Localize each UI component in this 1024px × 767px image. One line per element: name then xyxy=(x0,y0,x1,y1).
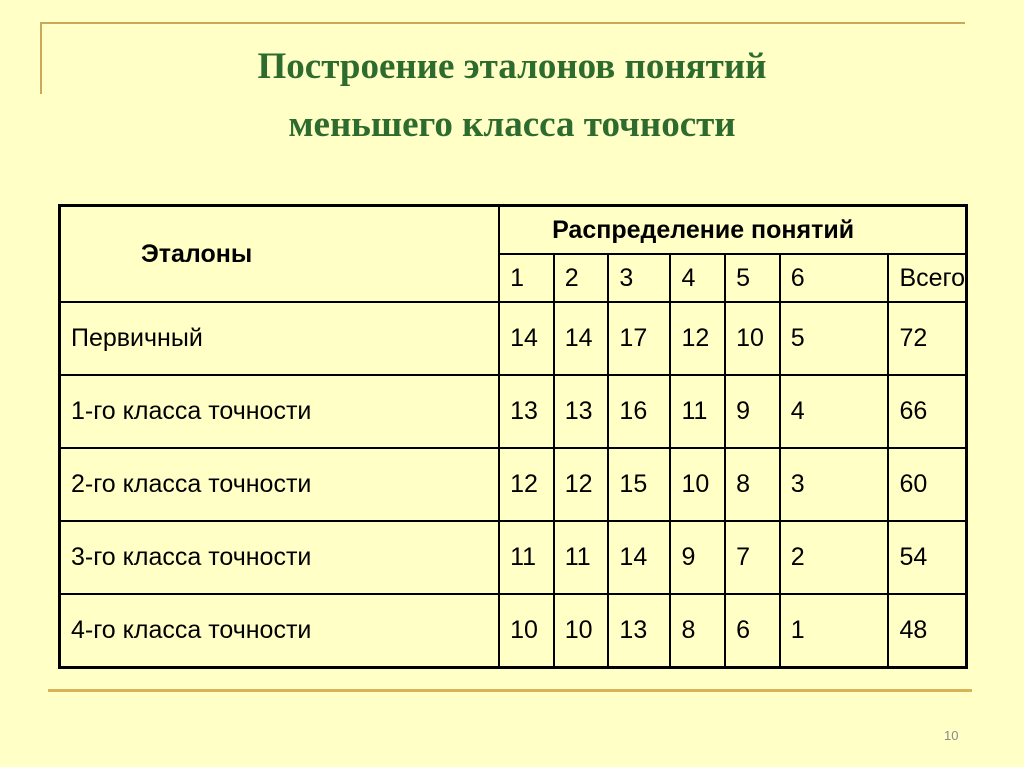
table-cell: 12 xyxy=(670,302,725,375)
row-label: 4-го класса точности xyxy=(60,594,500,668)
table-cell: 11 xyxy=(670,375,725,448)
table-cell: 5 xyxy=(780,302,889,375)
table-header-row xyxy=(60,206,967,255)
row-label: 1-го класса точности xyxy=(60,375,500,448)
table-cell: 3 xyxy=(780,448,889,521)
table-cell: 13 xyxy=(608,594,670,668)
table-cell: 48 xyxy=(888,594,966,668)
table-cell: 10 xyxy=(499,594,554,668)
table-cell: 60 xyxy=(888,448,966,521)
table-cell: 16 xyxy=(608,375,670,448)
table-cell: 12 xyxy=(499,448,554,521)
corner-header: Эталоны xyxy=(60,206,500,303)
table-cell: 7 xyxy=(725,521,780,594)
table-cell: 6 xyxy=(725,594,780,668)
page-number: 10 xyxy=(944,728,959,743)
table-cell: 10 xyxy=(554,594,609,668)
table-cell: 17 xyxy=(608,302,670,375)
column-header: 2 xyxy=(554,254,609,302)
column-header: Всего xyxy=(888,254,966,302)
table-cell: 11 xyxy=(554,521,609,594)
table-cell: 72 xyxy=(888,302,966,375)
table-cell: 54 xyxy=(888,521,966,594)
table-cell: 14 xyxy=(499,302,554,375)
top-rule xyxy=(40,22,965,24)
table-cell: 11 xyxy=(499,521,554,594)
row-label: Первичный xyxy=(60,302,500,375)
slide-title-line-1: Построение эталонов понятий xyxy=(257,46,767,87)
column-header: 4 xyxy=(670,254,725,302)
table-cell: 9 xyxy=(725,375,780,448)
table-cell: 13 xyxy=(499,375,554,448)
column-header: 3 xyxy=(608,254,670,302)
table-row xyxy=(60,521,967,594)
group-header: Распределение понятий xyxy=(499,206,966,255)
table-cell: 10 xyxy=(670,448,725,521)
table-cell: 8 xyxy=(670,594,725,668)
table-cell: 66 xyxy=(888,375,966,448)
table-cell: 2 xyxy=(780,521,889,594)
slide-title-line-2: меньшего класса точности xyxy=(288,104,736,145)
table-cell: 13 xyxy=(554,375,609,448)
table-cell: 12 xyxy=(554,448,609,521)
column-header: 6 xyxy=(780,254,889,302)
row-label: 2-го класса точности xyxy=(60,448,500,521)
table-row xyxy=(60,302,967,375)
table-cell: 14 xyxy=(608,521,670,594)
table-cell: 10 xyxy=(725,302,780,375)
table-cell: 4 xyxy=(780,375,889,448)
column-header: 5 xyxy=(725,254,780,302)
left-rule xyxy=(40,22,42,94)
table-cell: 15 xyxy=(608,448,670,521)
table-cell: 8 xyxy=(725,448,780,521)
table-row xyxy=(60,375,967,448)
table-row xyxy=(60,594,967,668)
table-row xyxy=(60,448,967,521)
slide-title xyxy=(100,38,924,154)
table-cell: 14 xyxy=(554,302,609,375)
standards-table xyxy=(58,204,968,669)
column-header: 1 xyxy=(499,254,554,302)
bottom-rule xyxy=(48,689,972,692)
table-cell: 1 xyxy=(780,594,889,668)
table-cell: 9 xyxy=(670,521,725,594)
row-label: 3-го класса точности xyxy=(60,521,500,594)
